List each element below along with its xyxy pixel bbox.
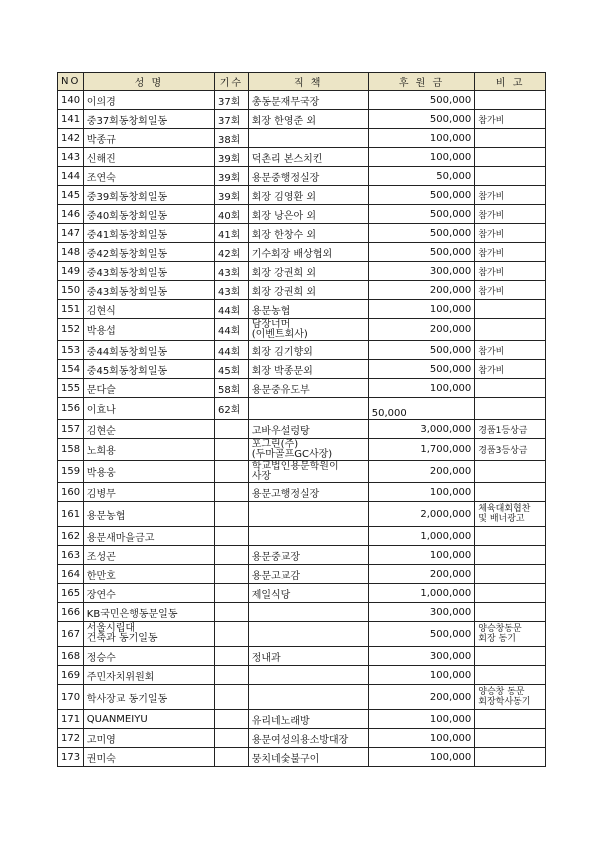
- row-no: 154: [58, 360, 84, 379]
- row-name: 김현순: [83, 420, 214, 439]
- row-position: 담장너머 (이벤트회사): [248, 319, 368, 341]
- table-row: [58, 729, 546, 748]
- row-no: 157: [58, 420, 84, 439]
- table-row: [58, 527, 546, 546]
- row-no: 144: [58, 167, 84, 186]
- row-position: 회장 낭은아 외: [248, 205, 368, 224]
- row-generation: [215, 461, 249, 483]
- row-note: [475, 710, 546, 729]
- row-amount: 100,000: [368, 748, 475, 767]
- row-position: [248, 685, 368, 710]
- table-row: [58, 243, 546, 262]
- row-position: 회장 김기향외: [248, 341, 368, 360]
- row-name: 한만호: [83, 565, 214, 584]
- row-note: [475, 647, 546, 666]
- row-no: 169: [58, 666, 84, 685]
- table-row: [58, 129, 546, 148]
- row-position: 용문고교감: [248, 565, 368, 584]
- row-no: 160: [58, 483, 84, 502]
- row-amount: 500,000: [368, 110, 475, 129]
- row-name: 박용웅: [83, 461, 214, 483]
- row-position: 용문중교장: [248, 546, 368, 565]
- row-name: 권미숙: [83, 748, 214, 767]
- header-no: NO: [58, 73, 84, 91]
- row-generation: [215, 439, 249, 461]
- row-no: 159: [58, 461, 84, 483]
- table-row: [58, 167, 546, 186]
- row-generation: [215, 565, 249, 584]
- row-amount: 500,000: [368, 622, 475, 647]
- row-note: [475, 167, 546, 186]
- row-generation: [215, 685, 249, 710]
- row-amount: 100,000: [368, 729, 475, 748]
- row-note: [475, 398, 546, 420]
- table-row: [58, 420, 546, 439]
- row-name: 중37회동창회일동: [83, 110, 214, 129]
- row-name: 정승수: [83, 647, 214, 666]
- table-row: [58, 224, 546, 243]
- row-no: 140: [58, 91, 84, 110]
- row-note: 참가비: [475, 224, 546, 243]
- table-row: [58, 502, 546, 527]
- row-no: 145: [58, 186, 84, 205]
- row-note: 체육대회협찬 및 배너광고: [475, 502, 546, 527]
- row-position: 용문중유도부: [248, 379, 368, 398]
- row-name: 중40회동창회일동: [83, 205, 214, 224]
- row-note: [475, 91, 546, 110]
- row-amount: 50,000: [368, 167, 475, 186]
- row-position: 용문여성의용소방대장: [248, 729, 368, 748]
- row-name: 주민자치위원회: [83, 666, 214, 685]
- row-amount: 1,000,000: [368, 584, 475, 603]
- row-note: [475, 527, 546, 546]
- row-note: [475, 546, 546, 565]
- row-no: 151: [58, 300, 84, 319]
- row-name: 중42회동창회일동: [83, 243, 214, 262]
- row-name: 김병무: [83, 483, 214, 502]
- table-row: [58, 483, 546, 502]
- row-amount: 1,000,000: [368, 527, 475, 546]
- row-position: [248, 527, 368, 546]
- row-amount: 500,000: [368, 224, 475, 243]
- table-row: [58, 603, 546, 622]
- row-position: 포그린(주) (두마골프GC사장): [248, 439, 368, 461]
- row-generation: 43회: [215, 281, 249, 300]
- row-no: 148: [58, 243, 84, 262]
- header-amount: 후 원 금: [368, 73, 475, 91]
- row-name: 신해진: [83, 148, 214, 167]
- row-no: 152: [58, 319, 84, 341]
- row-amount: 100,000: [368, 666, 475, 685]
- row-amount: 500,000: [368, 186, 475, 205]
- row-note: 참가비: [475, 243, 546, 262]
- row-generation: 40회: [215, 205, 249, 224]
- donor-table: [57, 72, 546, 767]
- table-row: [58, 584, 546, 603]
- row-generation: [215, 483, 249, 502]
- row-amount: 300,000: [368, 603, 475, 622]
- row-no: 170: [58, 685, 84, 710]
- row-note: 양승창 동문 회장학사동기: [475, 685, 546, 710]
- row-note: [475, 319, 546, 341]
- row-position: [248, 129, 368, 148]
- row-no: 142: [58, 129, 84, 148]
- row-generation: [215, 420, 249, 439]
- row-note: [475, 461, 546, 483]
- row-name: 박용섭: [83, 319, 214, 341]
- table-row: [58, 565, 546, 584]
- row-name: 김현식: [83, 300, 214, 319]
- row-position: 회장 강권희 외: [248, 281, 368, 300]
- row-generation: [215, 729, 249, 748]
- row-name: 중41회동창회일동: [83, 224, 214, 243]
- row-position: 덕촌리 본스치킨: [248, 148, 368, 167]
- table-row: [58, 461, 546, 483]
- row-position: 회장 김영환 외: [248, 186, 368, 205]
- row-name: 중45회동창회일동: [83, 360, 214, 379]
- row-note: [475, 300, 546, 319]
- row-amount: 500,000: [368, 360, 475, 379]
- row-generation: 39회: [215, 148, 249, 167]
- row-name: 고미영: [83, 729, 214, 748]
- row-amount: 50,000: [368, 398, 475, 420]
- row-position: 회장 강권희 외: [248, 262, 368, 281]
- row-amount: 200,000: [368, 685, 475, 710]
- row-amount: 100,000: [368, 710, 475, 729]
- row-note: 경품3등상금: [475, 439, 546, 461]
- row-position: 회장 한영준 외: [248, 110, 368, 129]
- row-name: 용문새마을금고: [83, 527, 214, 546]
- table-row: [58, 262, 546, 281]
- table-row: [58, 710, 546, 729]
- row-no: 153: [58, 341, 84, 360]
- row-name: 문다슬: [83, 379, 214, 398]
- row-note: 경품1등상금: [475, 420, 546, 439]
- table-row: [58, 91, 546, 110]
- row-position: 총동문재무국장: [248, 91, 368, 110]
- header-generation: 기수: [215, 73, 249, 91]
- row-amount: 200,000: [368, 565, 475, 584]
- row-name: 이효나: [83, 398, 214, 420]
- row-position: 용문농협: [248, 300, 368, 319]
- row-generation: 44회: [215, 341, 249, 360]
- header-note: 비 고: [475, 73, 546, 91]
- row-no: 165: [58, 584, 84, 603]
- table-row: [58, 647, 546, 666]
- row-no: 168: [58, 647, 84, 666]
- row-amount: 500,000: [368, 341, 475, 360]
- row-generation: 39회: [215, 167, 249, 186]
- row-name: 학사장교 동기일동: [83, 685, 214, 710]
- row-name: 용문농협: [83, 502, 214, 527]
- table-row: [58, 300, 546, 319]
- row-position: 회장 한창수 외: [248, 224, 368, 243]
- row-position: 용문고행정실장: [248, 483, 368, 502]
- table-row: [58, 319, 546, 341]
- header-row: [58, 73, 546, 91]
- row-amount: 200,000: [368, 281, 475, 300]
- row-note: 참가비: [475, 205, 546, 224]
- row-generation: [215, 502, 249, 527]
- row-amount: 1,700,000: [368, 439, 475, 461]
- row-amount: 200,000: [368, 461, 475, 483]
- row-position: 회장 박종문외: [248, 360, 368, 379]
- row-position: 학교법인용문학원이 사장: [248, 461, 368, 483]
- row-position: [248, 666, 368, 685]
- row-amount: 100,000: [368, 300, 475, 319]
- row-name: 조성곤: [83, 546, 214, 565]
- row-no: 171: [58, 710, 84, 729]
- row-no: 143: [58, 148, 84, 167]
- table-row: [58, 622, 546, 647]
- row-no: 173: [58, 748, 84, 767]
- header-position: 직 책: [248, 73, 368, 91]
- row-note: [475, 729, 546, 748]
- table-row: [58, 281, 546, 300]
- row-name: 조연숙: [83, 167, 214, 186]
- row-no: 146: [58, 205, 84, 224]
- table-row: [58, 360, 546, 379]
- row-generation: 42회: [215, 243, 249, 262]
- row-generation: 44회: [215, 300, 249, 319]
- row-name: QUANMEIYU: [83, 710, 214, 729]
- row-note: [475, 603, 546, 622]
- row-no: 167: [58, 622, 84, 647]
- row-note: [475, 379, 546, 398]
- row-position: [248, 398, 368, 420]
- row-generation: 37회: [215, 110, 249, 129]
- row-name: KB국민은행동문일동: [83, 603, 214, 622]
- row-note: [475, 584, 546, 603]
- row-note: 양승창동문 회장 동기: [475, 622, 546, 647]
- row-name: 이의경: [83, 91, 214, 110]
- row-no: 161: [58, 502, 84, 527]
- table-row: [58, 748, 546, 767]
- table-row: [58, 110, 546, 129]
- row-generation: [215, 527, 249, 546]
- row-no: 162: [58, 527, 84, 546]
- table-row: [58, 439, 546, 461]
- table-row: [58, 379, 546, 398]
- row-generation: 39회: [215, 186, 249, 205]
- row-note: 참가비: [475, 186, 546, 205]
- row-position: [248, 603, 368, 622]
- header-name: 성 명: [83, 73, 214, 91]
- row-generation: 38회: [215, 129, 249, 148]
- table-row: [58, 685, 546, 710]
- row-position: 기수회장 배상협외: [248, 243, 368, 262]
- row-no: 158: [58, 439, 84, 461]
- table-row: [58, 546, 546, 565]
- row-no: 172: [58, 729, 84, 748]
- row-generation: 44회: [215, 319, 249, 341]
- row-no: 156: [58, 398, 84, 420]
- row-name: 서울시립대 건축과 동기일동: [83, 622, 214, 647]
- row-note: [475, 129, 546, 148]
- row-amount: 100,000: [368, 379, 475, 398]
- row-note: [475, 666, 546, 685]
- row-name: 중43회동창회일동: [83, 281, 214, 300]
- row-amount: 3,000,000: [368, 420, 475, 439]
- row-generation: 45회: [215, 360, 249, 379]
- row-note: [475, 483, 546, 502]
- row-amount: 300,000: [368, 647, 475, 666]
- row-amount: 100,000: [368, 483, 475, 502]
- row-amount: 100,000: [368, 148, 475, 167]
- row-position: 정내과: [248, 647, 368, 666]
- row-note: 참가비: [475, 110, 546, 129]
- row-position: 유리네노래방: [248, 710, 368, 729]
- row-generation: [215, 622, 249, 647]
- row-amount: 200,000: [368, 319, 475, 341]
- row-note: [475, 148, 546, 167]
- row-name: 노희용: [83, 439, 214, 461]
- row-note: [475, 748, 546, 767]
- row-amount: 500,000: [368, 243, 475, 262]
- row-no: 163: [58, 546, 84, 565]
- table-row: [58, 398, 546, 420]
- row-generation: 58회: [215, 379, 249, 398]
- table-row: [58, 148, 546, 167]
- row-position: 뭉치네숯불구이: [248, 748, 368, 767]
- row-name: 중44회동창회일동: [83, 341, 214, 360]
- row-note: [475, 565, 546, 584]
- row-no: 150: [58, 281, 84, 300]
- row-note: 참가비: [475, 360, 546, 379]
- row-amount: 500,000: [368, 91, 475, 110]
- row-generation: [215, 603, 249, 622]
- row-generation: 43회: [215, 262, 249, 281]
- row-no: 155: [58, 379, 84, 398]
- row-amount: 100,000: [368, 546, 475, 565]
- row-generation: [215, 748, 249, 767]
- row-amount: 2,000,000: [368, 502, 475, 527]
- row-no: 149: [58, 262, 84, 281]
- row-position: [248, 622, 368, 647]
- row-generation: 37회: [215, 91, 249, 110]
- row-generation: [215, 647, 249, 666]
- row-note: 참가비: [475, 262, 546, 281]
- row-position: 고바우설렁탕: [248, 420, 368, 439]
- row-position: 용문중행정실장: [248, 167, 368, 186]
- row-amount: 100,000: [368, 129, 475, 148]
- row-generation: [215, 666, 249, 685]
- row-amount: 500,000: [368, 205, 475, 224]
- row-note: 참가비: [475, 341, 546, 360]
- row-generation: 62회: [215, 398, 249, 420]
- table-row: [58, 341, 546, 360]
- row-amount: 300,000: [368, 262, 475, 281]
- row-position: [248, 502, 368, 527]
- row-name: 중39회동창회일동: [83, 186, 214, 205]
- table-row: [58, 205, 546, 224]
- row-name: 장연수: [83, 584, 214, 603]
- row-generation: [215, 584, 249, 603]
- row-name: 중43회동창회일동: [83, 262, 214, 281]
- row-note: 참가비: [475, 281, 546, 300]
- row-no: 166: [58, 603, 84, 622]
- row-generation: [215, 546, 249, 565]
- row-generation: [215, 710, 249, 729]
- row-no: 141: [58, 110, 84, 129]
- row-position: 제일식당: [248, 584, 368, 603]
- row-generation: 41회: [215, 224, 249, 243]
- row-no: 147: [58, 224, 84, 243]
- table-row: [58, 186, 546, 205]
- row-name: 박종규: [83, 129, 214, 148]
- table-row: [58, 666, 546, 685]
- row-no: 164: [58, 565, 84, 584]
